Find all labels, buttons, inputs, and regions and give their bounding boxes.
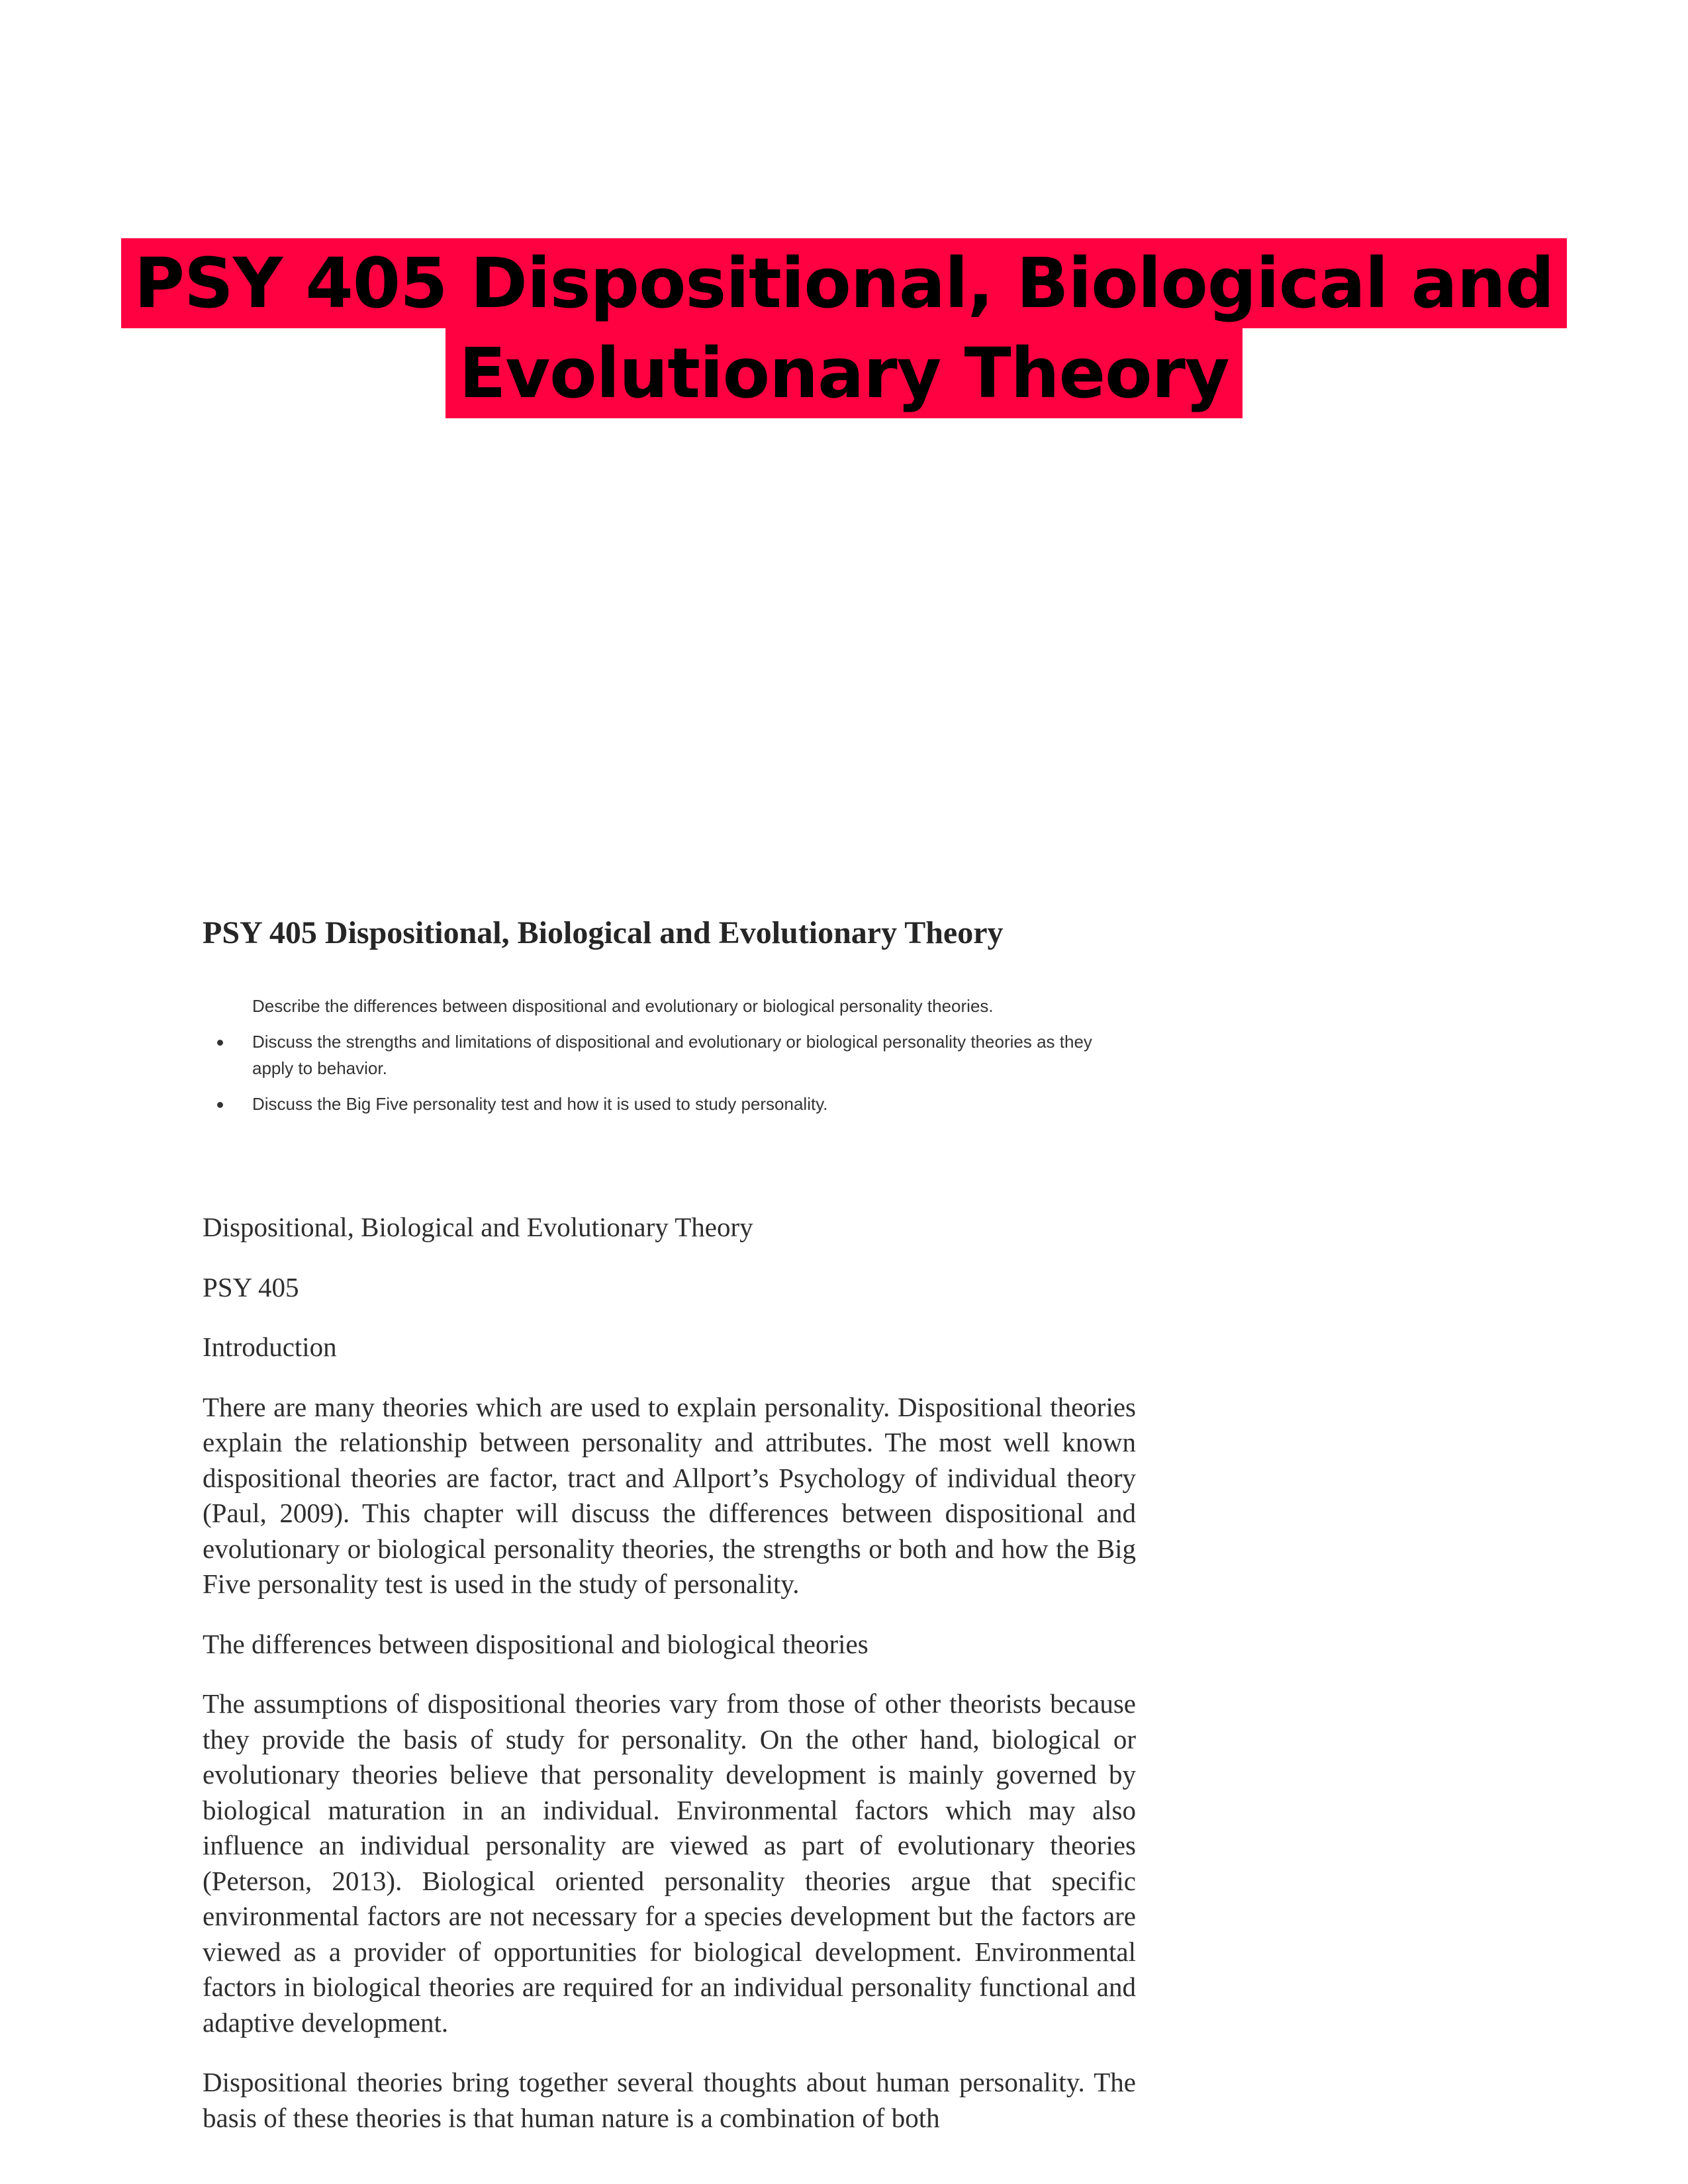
differences-paragraph: The assumptions of dispositional theories vary from those of other theorists because they provide the basis of study for personality. On the other hand, biological or evolutionary theories believe that personality development is mainly governed by biological maturation in an individual. Environmental factors which may also influence an individual personality are viewed as part of evolutionary theories (Peterson, 2013). Biological oriented personality theories argue that specific environmental factors are not necessary for a species development but the factors are viewed as a provider of opportunities for biological development. Environmental factors in biological theories are required for an individual personality functional and adaptive development.	[203, 1688, 1136, 2038]
paper-title: Dispositional, Biological and Evolutionary Theory	[203, 1212, 753, 1242]
dispositional-paragraph: Dispositional theories bring together several thoughts about human personality. The basis of these theories is that human nature is a combination of both	[203, 2067, 1136, 2133]
section-heading-introduction: Introduction	[203, 1332, 337, 1362]
document-title: PSY 405 Dispositional, Biological and Evolutionary Theory	[203, 915, 1004, 950]
banner-title-line-1: PSY 405 Dispositional, Biological and	[121, 238, 1568, 328]
paper-body	[203, 1210, 1136, 2136]
document-banner	[0, 238, 1688, 418]
introduction-paragraph: There are many theories which are used to explain personality. Dispositional theories explain the relationship between personality and attributes. The most well known dispositional theories are factor, tract and Allport’s Psychology of individual theory (Paul, 2009). This chapter will discuss the differences between dispositional and evolutionary or biological personality theories, the strengths or both and how the Big Five personality test is used in the study of personality.	[203, 1391, 1136, 1599]
banner-title-line-2: Evolutionary Theory	[445, 328, 1242, 418]
course-code: PSY 405	[203, 1271, 299, 1302]
document-page-content	[203, 913, 1136, 2160]
objectives-list	[203, 993, 1136, 1117]
objective-item: Discuss the strengths and limitations of dispositional and evolutionary or biological personality theories as they apply to behavior.	[203, 1028, 1136, 1081]
objective-item: Discuss the Big Five personality test and how it is used to study personality.	[203, 1091, 1136, 1117]
objective-item: Describe the differences between dispositional and evolutionary or biological personality theories.	[252, 996, 994, 1016]
section-heading-differences: The differences between dispositional and biological theories	[203, 1628, 868, 1659]
